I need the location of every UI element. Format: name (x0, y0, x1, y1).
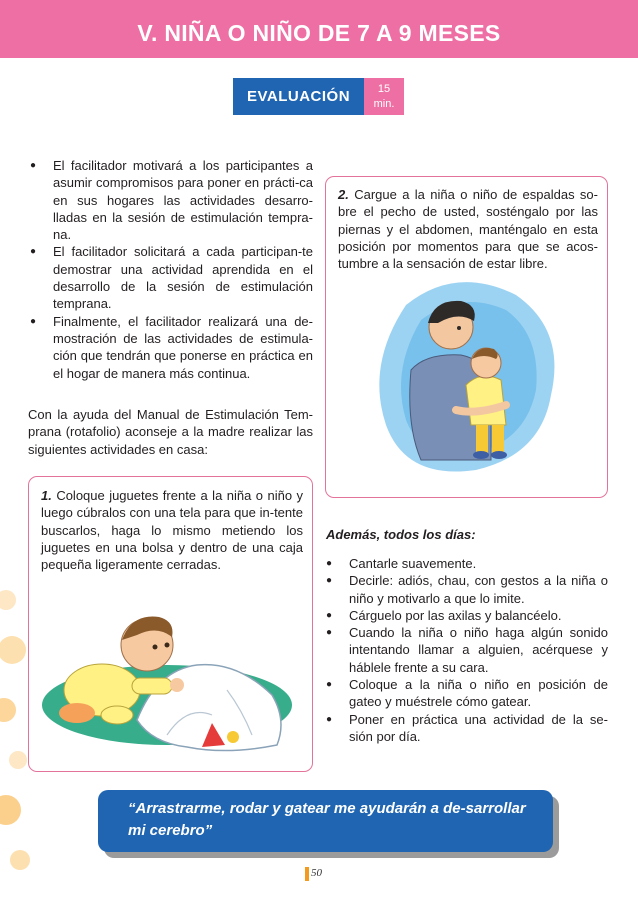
activity-description: Cargue a la niña o niño de espaldas so-bre el pecho de usted, sosténgalo por las piernas y el abdomen, manténgalo en esta posición por momentos para que se acos-tumbre a la sensación de estar libre. (338, 187, 598, 272)
quote-text: “Arrastrarme, rodar y gatear me ayudarán a de-sarrollar mi cerebro” (128, 800, 526, 839)
quote-banner (98, 790, 553, 852)
section-title-ademas: Además, todos los días: (326, 527, 476, 542)
activity-card-1 (28, 476, 313, 772)
crawling-baby-illustration (37, 595, 307, 763)
father-holding-baby-illustration (366, 275, 566, 480)
activity-number: 1. (41, 488, 52, 503)
activity-2-text (338, 186, 598, 272)
list-item: ● Finalmente, el facilitador realizará una de-mostración de las actividades de estimula-ción que tendrán que ponerse en práctica en el hogar de manera más continua. (28, 313, 313, 382)
page-title: V. NIÑA O NIÑO DE 7 A 9 MESES (137, 20, 501, 46)
time-value: 15 (377, 83, 391, 95)
list-item: ● El facilitador solicitará a cada participan-te demostrar una actividad aprendida en el desarrollo de la sesión de estimulación temprana. (28, 243, 313, 312)
activity-number: 2. (338, 187, 349, 202)
time-unit: min. (373, 98, 395, 110)
list-item: ● Decirle: adiós, chau, con gestos a la niña o niño y motivarlo a que lo imite. (326, 572, 608, 607)
intro-bullet-list (28, 157, 313, 382)
decorative-circles (0, 560, 40, 900)
evaluation-time-badge (364, 78, 404, 115)
evaluation-badge: EVALUACIÓN (233, 78, 364, 115)
page-number: 50 (311, 867, 322, 879)
list-item: ● Cantarle suavemente. (326, 555, 608, 572)
daily-activities-list (326, 555, 608, 745)
list-item: ● Coloque a la niña o niño en posición de gateo y muéstrele cómo gatear. (326, 676, 608, 711)
activity-description: Coloque juguetes frente a la niña o niño y luego cúbralos con una tela para que in-tente buscarlos, haga lo mismo metiendo los juguetes en una bolsa y dentro de una caja pequeña ligeramente cerradas. (41, 488, 303, 573)
list-item: ● El facilitador motivará a los participantes a asumir compromisos para poner en prácti-ca en sus hogares las actividades desarro-lladas en la sesión de estimulación tempra-na. (28, 157, 313, 243)
list-item: ● Poner en práctica una actividad de la se-sión por día. (326, 711, 608, 746)
activity-1-text (41, 487, 303, 573)
activity-card-2 (325, 176, 608, 498)
page-number-marker (305, 867, 309, 881)
list-item: ● Cuando la niña o niño haga algún sonido intentando llamar a alguien, acérquese y háblele frente a su cara. (326, 624, 608, 676)
list-item: ● Cárguelo por las axilas y balancéelo. (326, 607, 608, 624)
intro-paragraph: Con la ayuda del Manual de Estimulación Tem-prana (rotafolio) aconseje a la madre realizar las siguientes actividades en casa: (28, 407, 313, 457)
